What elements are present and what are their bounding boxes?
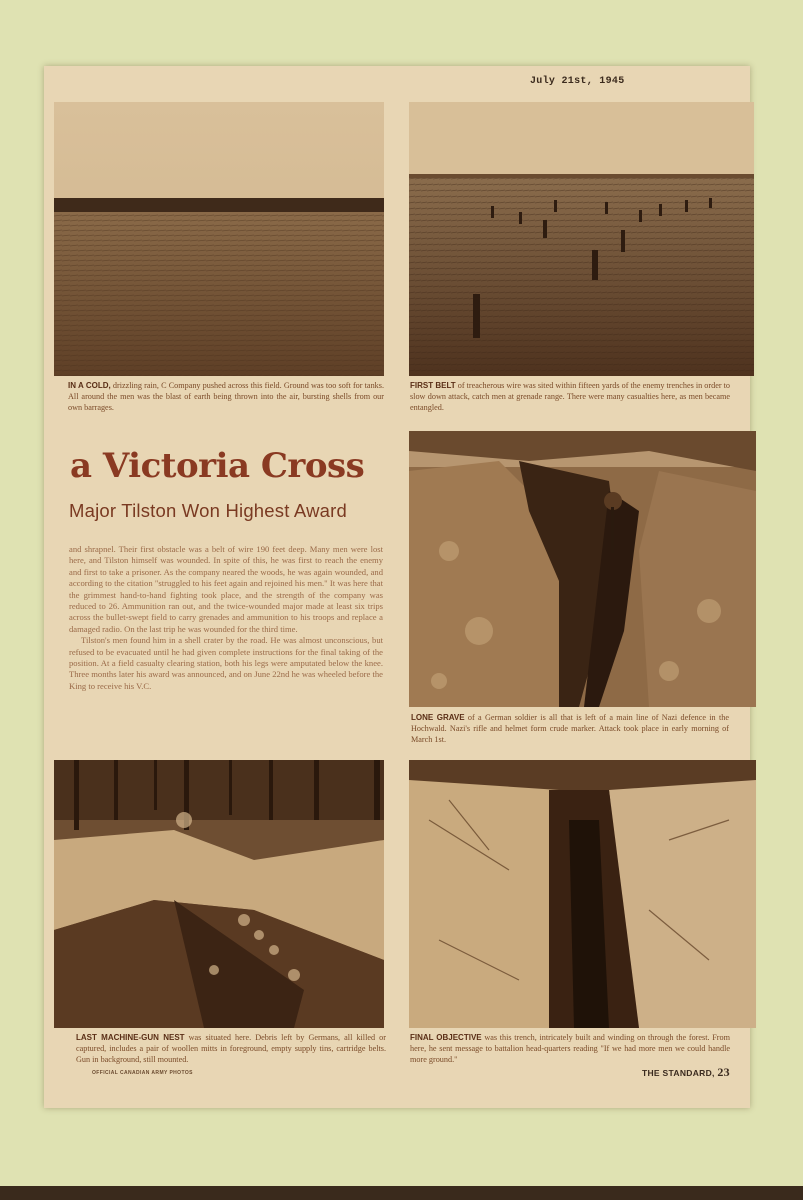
page-number: 23: [717, 1065, 730, 1079]
caption-lead: LONE GRAVE: [411, 713, 465, 722]
headline: a Victoria Cross: [70, 446, 365, 486]
table-surface: [0, 1186, 803, 1200]
issue-date: July 21st, 1945: [530, 76, 625, 87]
caption-lead: LAST MACHINE-GUN NEST: [76, 1033, 185, 1042]
grave-caption: [411, 712, 729, 745]
page-folio: [642, 1065, 730, 1080]
caption-text: drizzling rain, C Company pushed across this field. Ground was too soft for tanks. All around the men was the blast of earth being thrown into the air, bursting shells from our own barrages.: [68, 381, 384, 412]
trench-photo: [409, 760, 756, 1028]
caption-text: of a German soldier is all that is left of a main line of Nazi defence in the Hochwald. Nazi's rifle and helmet form crude marker. Attack took place in early morning of March 1st.: [411, 713, 729, 744]
grave-photo: [409, 431, 756, 707]
caption-lead: IN A COLD,: [68, 381, 111, 390]
caption-lead: FINAL OBJECTIVE: [410, 1033, 482, 1042]
photo-credit: OFFICIAL CANADIAN ARMY PHOTOS: [92, 1070, 193, 1076]
publication-name: THE STANDARD,: [642, 1068, 715, 1078]
caption-text: of treacherous wire was sited within fifteen yards of the enemy trenches in order to slow down attack, catch men at grenade range. There were many casualties here, as men became entangled.: [410, 381, 730, 412]
wire-photo: [409, 102, 754, 376]
caption-lead: FIRST BELT: [410, 381, 456, 390]
caption-text: was this trench, intricately built and winding on through the forest. From here, he sent message to battalion head-quarters reading "If we had more men we could handle more ground.": [410, 1033, 730, 1064]
magazine-page: [44, 66, 750, 1108]
machine-gun-nest-caption: [76, 1032, 386, 1065]
article-paragraph: and shrapnel. Their first obstacle was a belt of wire 190 feet deep. Many men were lost here, and Tilston himself was wounded. In spite of this, he was first to reach the enemy and first to take a prisoner. As the company neared the woods, he was again wounded, and according to the citation "struggled to his feet again and rejoined his men." It was here that the grimmest hand-to-hand fighting took place, and the strength of the company was reduced to 26. Ammunition ran out, and the twice-wounded major made at least six trips across the bullet-swept field to carry grenades and ammunition to his troops and replace a damaged radio. On the last trip he was wounded for the third time.: [69, 544, 383, 634]
machine-gun-nest-photo: [54, 760, 384, 1028]
caption-text: was situated here. Debris left by Germans, all killed or captured, includes a pair of woollen mitts in foreground, empty supply tins, cartridge belts. Gun in background, still mounted.: [76, 1033, 386, 1064]
article-paragraph: Tilston's men found him in a shell crater by the road. He was almost unconscious, but refused to be evacuated until he had given complete instructions for the final taking of the position. At a field casualty clearing station, both his legs were amputated below the knee. Three months later his award was announced, and on June 22nd he was wheeled before the King to receive his V.C.: [69, 635, 383, 691]
article-body: [69, 544, 383, 692]
subheadline: Major Tilston Won Highest Award: [69, 500, 347, 521]
field-photo: [54, 102, 384, 376]
field-caption: [68, 380, 384, 413]
wire-caption: [410, 380, 730, 413]
trench-caption: [410, 1032, 730, 1065]
